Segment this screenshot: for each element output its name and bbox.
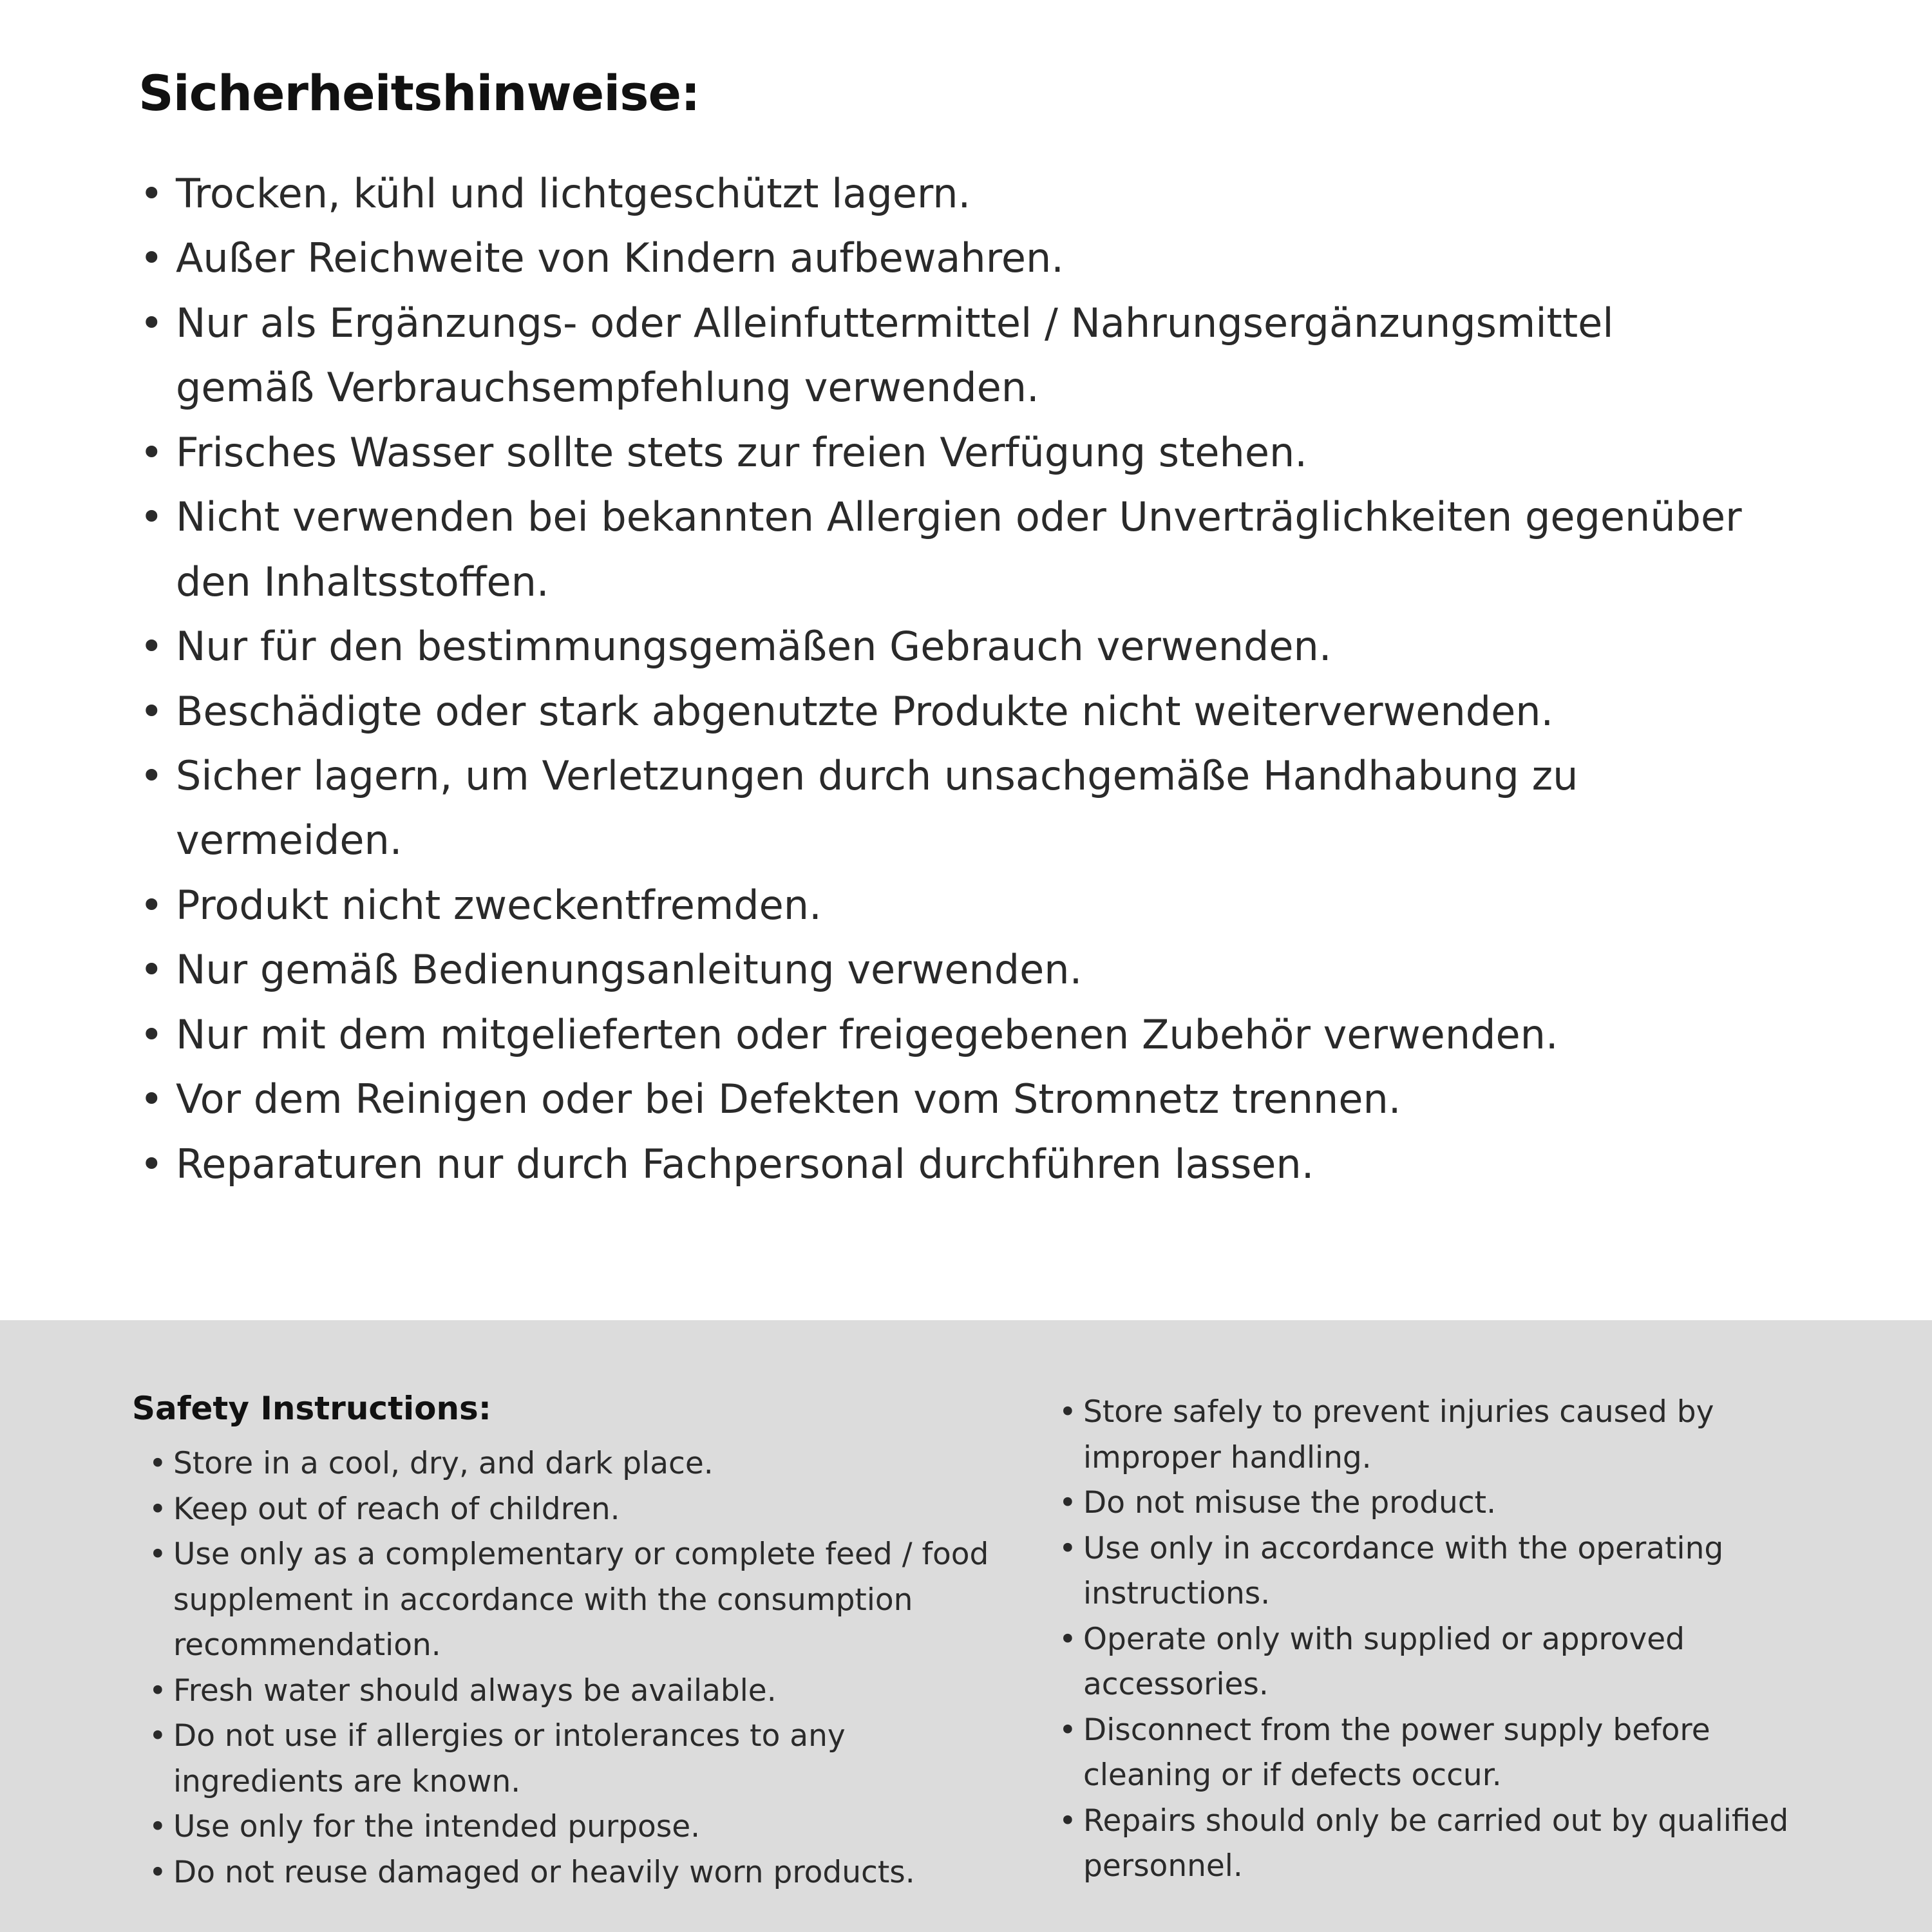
list-item: • Vor dem Reinigen oder bei Defekten vom Stromnetz trennen. (138, 1067, 1758, 1132)
list-item: • Außer Reichweite von Kindern aufbewahren. (138, 226, 1758, 290)
list-item: • Reparaturen nur durch Fachpersonal durchführen lassen. (138, 1132, 1758, 1197)
list-item: • Fresh water should always be available. (146, 1669, 995, 1714)
english-safety-list-left (146, 1441, 995, 1895)
list-item: • Beschädigte oder stark abgenutzte Produkte nicht weiterverwenden. (138, 679, 1758, 744)
list-item: • Operate only with supplied or approved accessories. (1056, 1617, 1835, 1708)
list-item: • Keep out of reach of children. (146, 1487, 995, 1533)
list-item: • Produkt nicht zweckentfremden. (138, 873, 1758, 938)
list-item: • Use only as a complementary or complete feed / food supplement in accordance with the consumption recommendation. (146, 1532, 995, 1669)
german-safety-list (138, 162, 1758, 1197)
list-item: • Frisches Wasser sollte stets zur freien Verfügung stehen. (138, 421, 1758, 485)
list-item: • Nur gemäß Bedienungsanleitung verwenden. (138, 938, 1758, 1002)
english-right-column (1056, 1390, 1835, 1932)
list-item: • Store safely to prevent injuries caused by improper handling. (1056, 1390, 1835, 1481)
list-item: • Nur mit dem mitgelieferten oder freigegebenen Zubehör verwenden. (138, 1003, 1758, 1067)
list-item: • Nur als Ergänzungs- oder Alleinfuttermittel / Nahrungsergänzungsmittel gemäß Verbrauchsempfehlung verwenden. (138, 291, 1758, 421)
list-item: • Use only in accordance with the operating instructions. (1056, 1526, 1835, 1617)
list-item: • Do not reuse damaged or heavily worn products. (146, 1850, 995, 1896)
german-section-title: Sicherheitshinweise: (138, 64, 700, 122)
list-item: • Do not misuse the product. (1056, 1481, 1835, 1526)
list-item: • Nur für den bestimmungsgemäßen Gebrauch verwenden. (138, 614, 1758, 679)
list-item: • Trocken, kühl und lichtgeschützt lagern. (138, 162, 1758, 226)
list-item: • Sicher lagern, um Verletzungen durch unsachgemäße Handhabung zu vermeiden. (138, 744, 1758, 873)
list-item: • Use only for the intended purpose. (146, 1804, 995, 1850)
english-safety-list-right (1056, 1390, 1835, 1889)
list-item: • Nicht verwenden bei bekannten Allergien oder Unverträglichkeiten gegenüber den Inhaltsstoffen. (138, 485, 1758, 614)
list-item: • Repairs should only be carried out by qualified personnel. (1056, 1799, 1835, 1889)
list-item: • Disconnect from the power supply before cleaning or if defects occur. (1056, 1708, 1835, 1799)
english-left-column (132, 1390, 995, 1932)
list-item: • Do not use if allergies or intolerances to any ingredients are known. (146, 1714, 995, 1804)
list-item: • Store in a cool, dry, and dark place. (146, 1441, 995, 1487)
english-section-title: Safety Instructions: (132, 1390, 491, 1427)
english-section (0, 1320, 1932, 1932)
